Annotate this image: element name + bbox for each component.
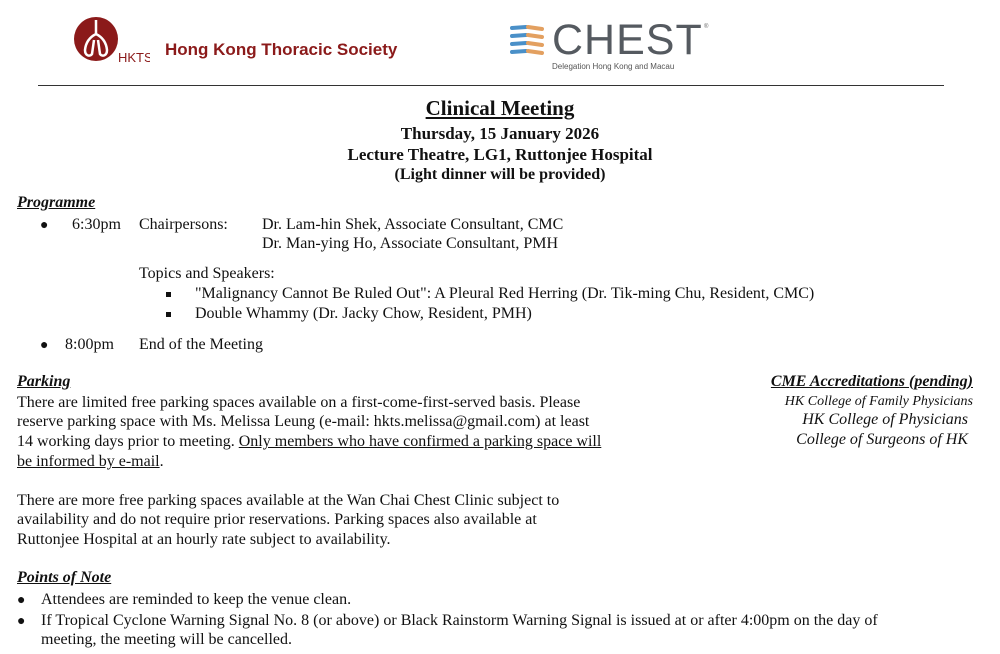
square-bullet-icon xyxy=(166,292,171,297)
meeting-title: Clinical Meeting xyxy=(425,96,575,120)
org-name: Hong Kong Thoracic Society xyxy=(165,40,398,59)
chest-logo-text: CHEST xyxy=(552,16,703,64)
cme-heading: CME Accreditations (pending) xyxy=(770,373,973,390)
note-2-cont: meeting, the meeting will be cancelled. xyxy=(41,631,293,648)
parking-underlined-a: Only members who have confirmed a parking space will xyxy=(238,433,602,450)
notes-heading: Points of Note xyxy=(17,569,112,586)
programme-time-1: 6:30pm xyxy=(72,216,121,233)
header-divider xyxy=(38,85,944,86)
chairpersons-label: Chairpersons: xyxy=(139,216,228,233)
bullet-icon: ● xyxy=(17,593,26,608)
chest-logo xyxy=(508,16,718,72)
square-bullet-icon xyxy=(166,312,171,317)
parking-line-2: reserve parking space with Ms. Melissa Leung (e-mail: hkts.melissa@gmail.com) at least xyxy=(17,413,590,430)
meeting-note: (Light dinner will be provided) xyxy=(394,166,606,183)
note-2: If Tropical Cyclone Warning Signal No. 8 (or above) or Black Rainstorm Warning Signal is issued at or after 4:00pm on the day of xyxy=(41,612,878,629)
programme-time-2: 8:00pm xyxy=(65,336,114,353)
cme-item-3: College of Surgeons of HK xyxy=(796,431,968,448)
parking-line-4 xyxy=(17,452,164,472)
programme-end-label: End of the Meeting xyxy=(139,336,263,353)
topics-label: Topics and Speakers: xyxy=(139,265,275,282)
parking-underlined-b: be informed by e-mail xyxy=(17,453,160,470)
cme-item-2: HK College of Physicians xyxy=(802,411,968,428)
meeting-date: Thursday, 15 January 2026 xyxy=(400,124,600,143)
hkts-logo xyxy=(72,16,150,66)
chest-logo-subtitle: Delegation Hong Kong and Macau xyxy=(552,62,675,71)
chest-stripes-icon xyxy=(508,24,548,58)
bullet-icon: ● xyxy=(17,614,26,629)
bullet-icon: ● xyxy=(40,218,49,233)
parking-p2-line-1: There are more free parking spaces available at the Wan Chai Chest Clinic subject to xyxy=(17,492,560,509)
note-1: Attendees are reminded to keep the venue clean. xyxy=(41,591,352,608)
parking-end: . xyxy=(159,453,164,470)
parking-line-3-text: 14 working days prior to meeting. xyxy=(17,433,239,450)
meeting-venue: Lecture Theatre, LG1, Ruttonjee Hospital xyxy=(347,145,653,164)
cme-item-1: HK College of Family Physicians xyxy=(784,394,973,409)
parking-line-1: There are limited free parking spaces available on a first-come-first-served basis. Please xyxy=(17,394,581,411)
chairperson-1: Dr. Lam-hin Shek, Associate Consultant, CMC xyxy=(262,216,564,233)
parking-p2-line-2: availability and do not require prior reservations. Parking spaces also available at xyxy=(17,511,537,528)
svg-text:HKTS: HKTS xyxy=(118,50,150,65)
parking-heading: Parking xyxy=(17,373,71,390)
topic-2: Double Whammy (Dr. Jacky Chow, Resident, PMH) xyxy=(195,305,532,322)
chairperson-2: Dr. Man-ying Ho, Associate Consultant, PMH xyxy=(262,235,558,252)
topic-1: "Malignancy Cannot Be Ruled Out": A Pleural Red Herring (Dr. Tik-ming Chu, Resident, CMC) xyxy=(195,285,815,302)
chest-logo-reg: ® xyxy=(704,24,709,30)
parking-p2-line-3: Ruttonjee Hospital at an hourly rate subject to availability. xyxy=(17,531,391,548)
programme-heading: Programme xyxy=(17,194,96,211)
bullet-icon: ● xyxy=(40,338,49,353)
parking-line-3 xyxy=(17,432,601,452)
